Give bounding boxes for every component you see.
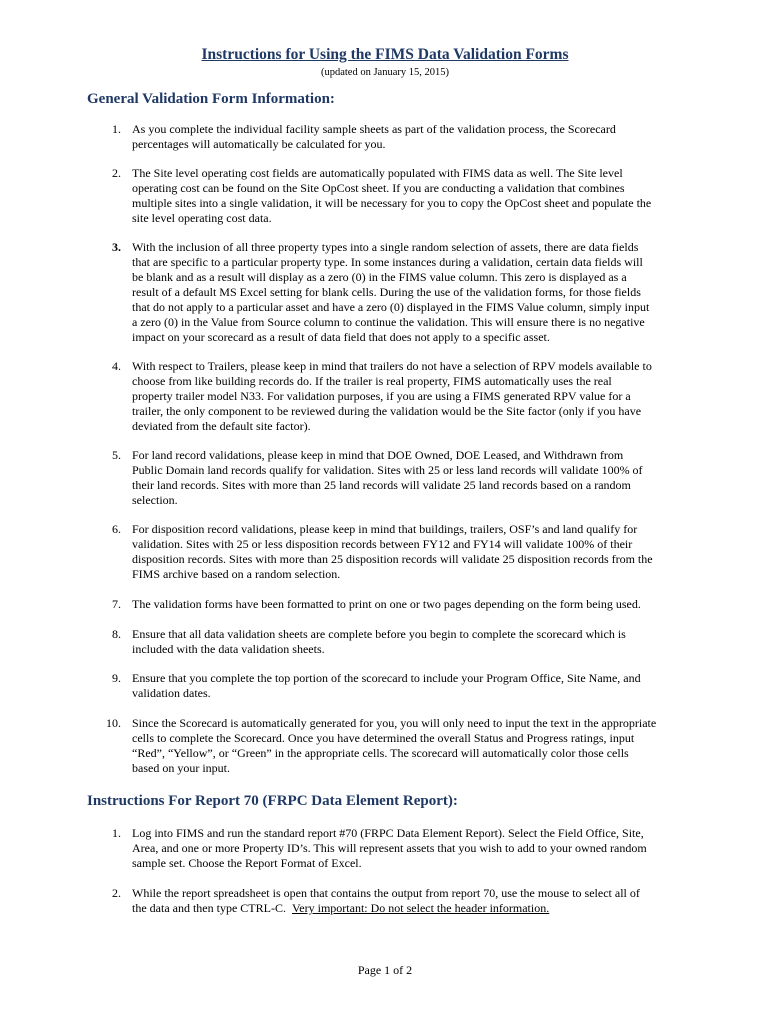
list-item-number: 7. xyxy=(112,597,121,611)
list-item-text xyxy=(132,716,656,776)
text-line: sample set. Choose the Report Format of Excel. xyxy=(132,856,362,870)
list-item-number: 9. xyxy=(112,671,121,685)
important-note: Very important: Do not select the header information. xyxy=(291,901,550,915)
list-item-number: 5. xyxy=(112,448,121,462)
text-line: Ensure that all data validation sheets are complete before you begin to complete the scorecard which is xyxy=(132,627,626,641)
text-line: For disposition record validations, please keep in mind that buildings, trailers, OSF’s and land qualify for xyxy=(132,522,638,536)
list-item-text xyxy=(132,886,640,916)
text-line: selection. xyxy=(132,493,178,507)
text-line: Area, and one or more Property ID’s. This will represent assets that you wish to add to your owned random xyxy=(132,841,647,855)
list-item-number: 2. xyxy=(112,886,121,900)
list-item-text xyxy=(132,122,616,152)
list-item-number: 1. xyxy=(112,122,121,136)
text-line: The Site level operating cost fields are automatically populated with FIMS data as well. The Site level xyxy=(132,166,623,180)
document-title: Instructions for Using the FIMS Data Validation Forms xyxy=(201,46,569,63)
text-line: a zero (0) in the Value from Source column to continue the validation. This will ensure there is no negative xyxy=(132,315,645,329)
text-line: property trailer model N33. For validation purposes, if you are using a FIMS generated RPV value for a xyxy=(132,389,631,403)
text-line: validation dates. xyxy=(132,686,211,700)
text-line: included with the data validation sheets. xyxy=(132,642,325,656)
text-line: impact on your scorecard as a result of data field that does not apply to a specific asset. xyxy=(132,330,550,344)
text-line: be blank and as a result will display as a zero (0) in the FIMS value column. This zero is displayed as a xyxy=(132,270,627,284)
text-line: With the inclusion of all three property types into a single random selection of assets, there are data fields xyxy=(132,240,639,254)
list-item-text xyxy=(132,671,641,701)
section-heading-report-70: Instructions For Report 70 (FRPC Data Element Report): xyxy=(87,793,458,809)
text-line: With respect to Trailers, please keep in mind that trailers do not have a selection of RPV models available to xyxy=(132,359,652,373)
text-line: cells to complete the Scorecard. Once you have determined the overall Status and Progress ratings, input xyxy=(132,731,635,745)
list-item-text xyxy=(132,522,653,582)
list-item-text xyxy=(132,240,649,345)
text-line: FIMS archive based on a random selection. xyxy=(132,567,341,581)
list-item-text xyxy=(132,359,652,434)
list-item-number: 2. xyxy=(112,166,121,180)
text-line: based on your input. xyxy=(132,761,230,775)
list-item-text xyxy=(132,597,641,612)
list-item-number: 3. xyxy=(112,240,121,254)
text-line: disposition records. Sites with more than 25 disposition records will validate 25 disposition records from the xyxy=(132,552,653,566)
text-line xyxy=(132,901,640,916)
text-line: As you complete the individual facility sample sheets as part of the validation process, the Scorecard xyxy=(132,122,616,136)
text-line: trailer, the only component to be reviewed during the validation would be the Site factor (only if you have xyxy=(132,404,642,418)
list-item-number: 1. xyxy=(112,826,121,840)
text-line: that do not apply to a particular asset and have a zero (0) displayed in the FIMS Value column, simply input xyxy=(132,300,650,314)
text-line: Public Domain land records qualify for validation. Sites with 25 or less land records will validate 100% of xyxy=(132,463,643,477)
list-item-number: 8. xyxy=(112,627,121,641)
page-number: Page 1 of 2 xyxy=(357,963,413,977)
text-line: Since the Scorecard is automatically generated for you, you will only need to input the text in the appropriate xyxy=(132,716,657,730)
text-line: percentages will automatically be calculated for you. xyxy=(132,137,386,151)
list-item-number: 4. xyxy=(112,359,121,373)
text-segment: the data and then type CTRL-C. xyxy=(132,901,286,915)
text-line: multiple sites into a single validation, it will be necessary for you to copy the OpCost sheet and populate the xyxy=(132,196,652,210)
list-item-text xyxy=(132,826,647,871)
text-line: operating cost can be found on the Site OpCost sheet. If you are conducting a validation that combines xyxy=(132,181,625,195)
text-line: For land record validations, please keep in mind that DOE Owned, DOE Leased, and Withdrawn from xyxy=(132,448,624,462)
text-line: validation. Sites with 25 or less disposition records between FY12 and FY14 will validate 100% of their xyxy=(132,537,633,551)
document-updated-date: (updated on January 15, 2015) xyxy=(320,67,449,78)
text-line: Log into FIMS and run the standard report #70 (FRPC Data Element Report). Select the Field Office, Site, xyxy=(132,826,644,840)
text-line: their land records. Sites with more than 25 land records will validate 25 land records based on a random xyxy=(132,478,631,492)
text-line: “Red”, “Yellow”, or “Green” in the appropriate cells. The scorecard will automatically color those cells xyxy=(132,746,629,760)
list-item-text xyxy=(132,627,626,657)
list-item-number: 6. xyxy=(112,522,121,536)
text-line: The validation forms have been formatted to print on one or two pages depending on the form being used. xyxy=(132,597,641,611)
text-line: that are specific to a particular property type. In some instances during a validation, certain data fields will xyxy=(132,255,643,269)
list-item-text xyxy=(132,166,651,226)
text-line: site level operating cost data. xyxy=(132,211,272,225)
text-line: Ensure that you complete the top portion of the scorecard to include your Program Office, Site Name, and xyxy=(132,671,641,685)
list-item-text xyxy=(132,448,643,508)
section-heading-general: General Validation Form Information: xyxy=(87,91,335,107)
text-line: deviated from the default site factor). xyxy=(132,419,311,433)
text-line: While the report spreadsheet is open that contains the output from report 70, use the mouse to select all of xyxy=(132,886,640,900)
text-line: result of a default MS Excel setting for blank cells. During the use of the validation forms, for those fields xyxy=(132,285,641,299)
list-item-number: 10. xyxy=(106,716,121,730)
text-line: choose from like building records do. If the trailer is real property, FIMS automatically uses the real xyxy=(132,374,612,388)
